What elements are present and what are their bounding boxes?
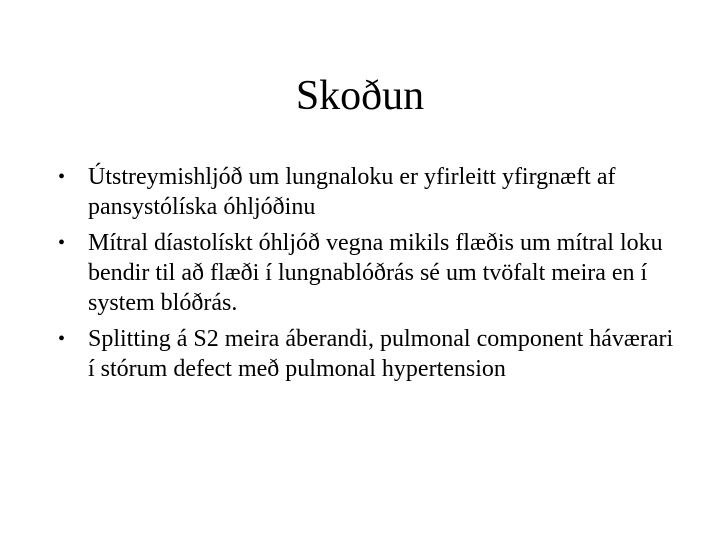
bullet-text: Splitting á S2 meira áberandi, pulmonal component háværari í stórum defect með pulmonal hypertension — [88, 326, 674, 382]
bullet-list — [58, 162, 678, 390]
slide-title: Skoðun — [295, 73, 425, 119]
bullet-item — [58, 162, 678, 222]
bullet-icon: • — [58, 232, 66, 254]
bullet-item — [58, 324, 678, 384]
bullet-text: Útstreymishljóð um lungnaloku er yfirleitt yfirgnæft af pansystólíska óhljóðinu — [88, 164, 616, 220]
bullet-text: Mítral díastolískt óhljóð vegna mikils flæðis um mítral loku bendir til að flæði í lungnablóðrás sé um tvöfalt meira en í system blóðrás. — [88, 230, 663, 316]
bullet-icon: • — [58, 166, 66, 188]
bullet-icon: • — [58, 328, 66, 350]
bullet-item — [58, 228, 678, 318]
